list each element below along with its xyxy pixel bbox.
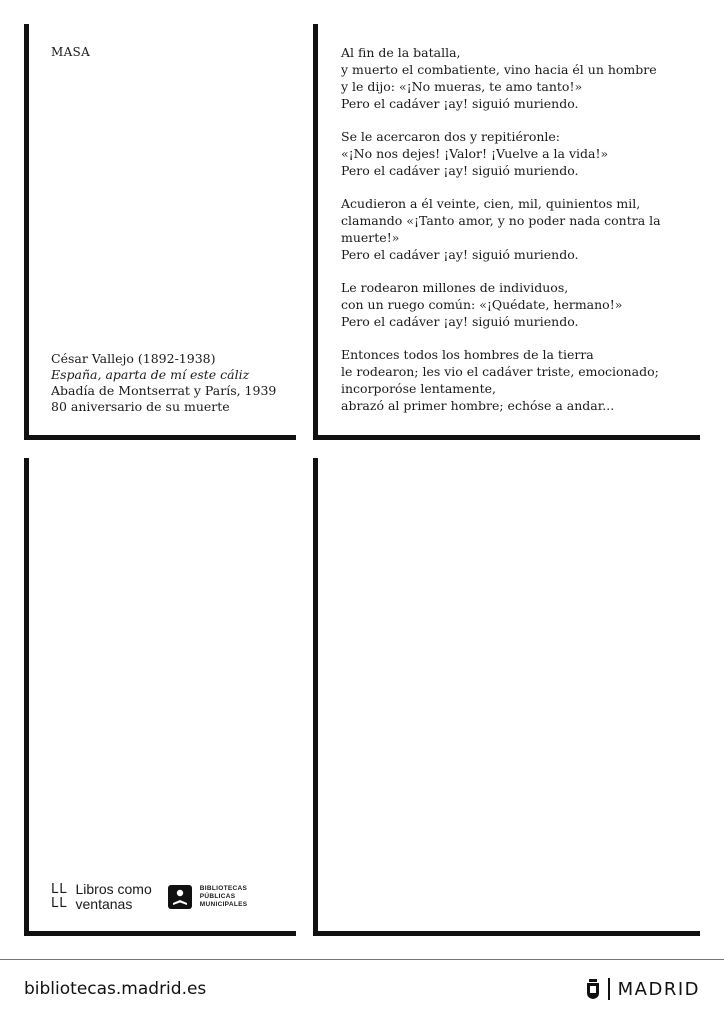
poem-line: Pero el cadáver ¡ay! siguió muriendo. <box>341 163 579 178</box>
poem-line: con un ruego común: «¡Quédate, hermano!» <box>341 297 623 312</box>
poem-line: Acudieron a él veinte, cien, mil, quinientos mil, <box>341 196 641 211</box>
poem-credits <box>51 351 276 415</box>
stanza <box>341 279 681 330</box>
panel-br-bottom-border <box>313 931 700 936</box>
ll-mark: LL LL <box>51 882 68 911</box>
bpm-text: BIBLIOTECAS PÚBLICAS MUNICIPALES <box>199 885 248 908</box>
stanza <box>341 346 681 414</box>
credit-anniversary: 80 aniversario de su muerte <box>51 399 230 414</box>
madrid-crest-icon <box>586 978 600 1000</box>
poem-body <box>341 44 681 430</box>
credit-book: España, aparta de mí este cáliz <box>51 367 250 382</box>
bibliotecas-publicas-logo <box>168 885 248 909</box>
logo-separator <box>608 978 610 1000</box>
panel-bl-left-border <box>24 458 29 936</box>
poem-line: muerte!» <box>341 230 400 245</box>
poem-line: Se le acercaron dos y repitiéronle: <box>341 129 561 144</box>
reader-icon <box>168 885 192 909</box>
panel-tr-left-border <box>313 24 318 440</box>
poem-line: Le rodearon millones de individuos, <box>341 280 569 295</box>
poem-line: «¡No nos dejes! ¡Valor! ¡Vuelve a la vida!» <box>341 146 609 161</box>
panel-tl-left-border <box>24 24 29 440</box>
poem-title: MASA <box>51 45 91 59</box>
panel-bl-bottom-border <box>24 931 296 936</box>
panel-tl-bottom-border <box>24 435 296 440</box>
credit-publisher: Abadía de Montserrat y París, 1939 <box>51 383 277 398</box>
poem-line: Entonces todos los hombres de la tierra <box>341 347 594 362</box>
footer-url[interactable]: bibliotecas.madrid.es <box>24 979 207 999</box>
libros-como-ventanas-logo <box>51 882 247 912</box>
poem-line: Pero el cadáver ¡ay! siguió muriendo. <box>341 314 579 329</box>
poem-line: y le dijo: «¡No mueras, te amo tanto!» <box>341 79 583 94</box>
poem-line: Pero el cadáver ¡ay! siguió muriendo. <box>341 247 579 262</box>
footer-divider <box>0 959 724 960</box>
stanza <box>341 128 681 179</box>
poem-line: Pero el cadáver ¡ay! siguió muriendo. <box>341 96 579 111</box>
madrid-wordmark: MADRID <box>617 978 700 1000</box>
poem-line: Al fin de la batalla, <box>341 45 461 60</box>
poem-line: incorporóse lentamente, <box>341 381 496 396</box>
brand-name: Libros como ventanas <box>75 881 152 912</box>
poem-line: abrazó al primer hombre; echóse a andar... <box>341 398 615 413</box>
madrid-logo <box>586 978 700 1000</box>
poem-line: le rodearon; les vio el cadáver triste, emocionado; <box>341 364 659 379</box>
panel-tr-bottom-border <box>313 435 700 440</box>
credit-author: César Vallejo (1892-1938) <box>51 351 216 366</box>
poem-line: clamando «¡Tanto amor, y no poder nada contra la <box>341 213 661 228</box>
stanza <box>341 195 681 263</box>
poem-line: y muerto el combatiente, vino hacia él un hombre <box>341 62 657 77</box>
stanza <box>341 44 681 112</box>
panel-br-left-border <box>313 458 318 936</box>
